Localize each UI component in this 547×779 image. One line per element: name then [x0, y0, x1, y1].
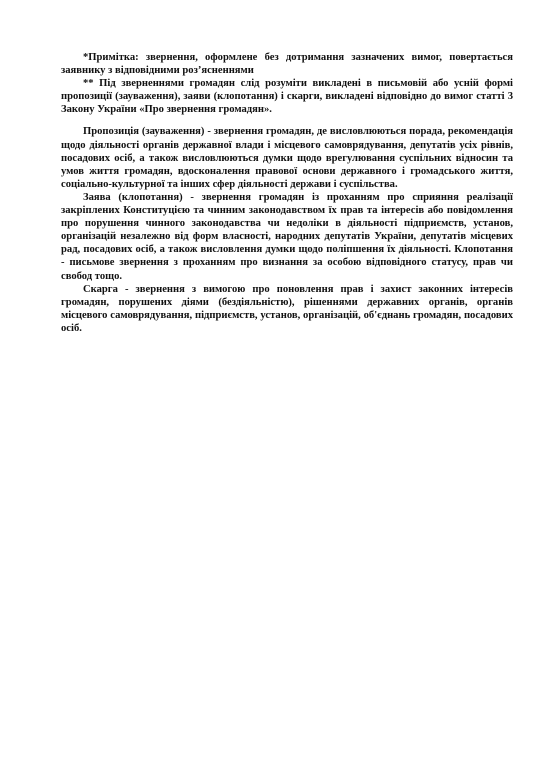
definitions-section: [61, 125, 513, 335]
proposal-text: - звернення громадян, де висловлюються порада, рекомендація щодо діяльності органів державної влади і місцевого самоврядування, депутатів усіх рівнів, посадових осіб, а також висловлюються думки щодо врегулювання суспільних відносин та умов життя громадян, вдосконалення правової основи державного і громадського життя, соціально-культурної та інших сфер діяльності держави і суспільства.: [61, 126, 513, 190]
notes-section: [61, 51, 513, 116]
complaint-text: - звернення з вимогою про поновлення прав і захист законних інтересів громадян, порушених діями (бездіяльністю), рішеннями державних органів, органів місцевого самоврядування, підприємств, установ, організацій, об'єднань громадян, посадових осіб.: [61, 283, 513, 334]
note-unfulfilled-requirements: *Примітка: звернення, оформлене без дотримання зазначених вимог, повертається заявнику з відповідними роз’ясненнями: [61, 52, 513, 77]
complaint-term: Скарга: [83, 283, 118, 295]
definition-complaint: [61, 283, 513, 335]
proposal-term: Пропозиція (зауваження): [83, 126, 205, 138]
application-term: Заява (клопотання): [83, 191, 183, 203]
application-text: - звернення громадян із проханням про сприяння реалізації закріплених Конституцією та чинним законодавством їх прав та інтересів або повідомлення про порушення чинного законодавства чи недоліки в діяльності підприємств, установ, організацій незалежно від форм власності, народних депутатів України, депутатів місцевих рад, посадових осіб, а також висловлення думки щодо поліпшення їх діяльності. Клопотання - письмове звернення з проханням про визнання за особою відповідного статусу, прав чи свобод тощо.: [61, 191, 513, 282]
note-appeals-definition: ** Під зверненнями громадян слід розуміти викладені в письмовій або усній формі пропозиції (зауваження), заяви (клопотання) і скарги, викладені відповідно до вимог статті 3 Закону України «Про звернення громадян».: [61, 78, 513, 116]
document-content: [61, 51, 513, 335]
definition-application: [61, 191, 513, 283]
definition-proposal: [61, 125, 513, 190]
